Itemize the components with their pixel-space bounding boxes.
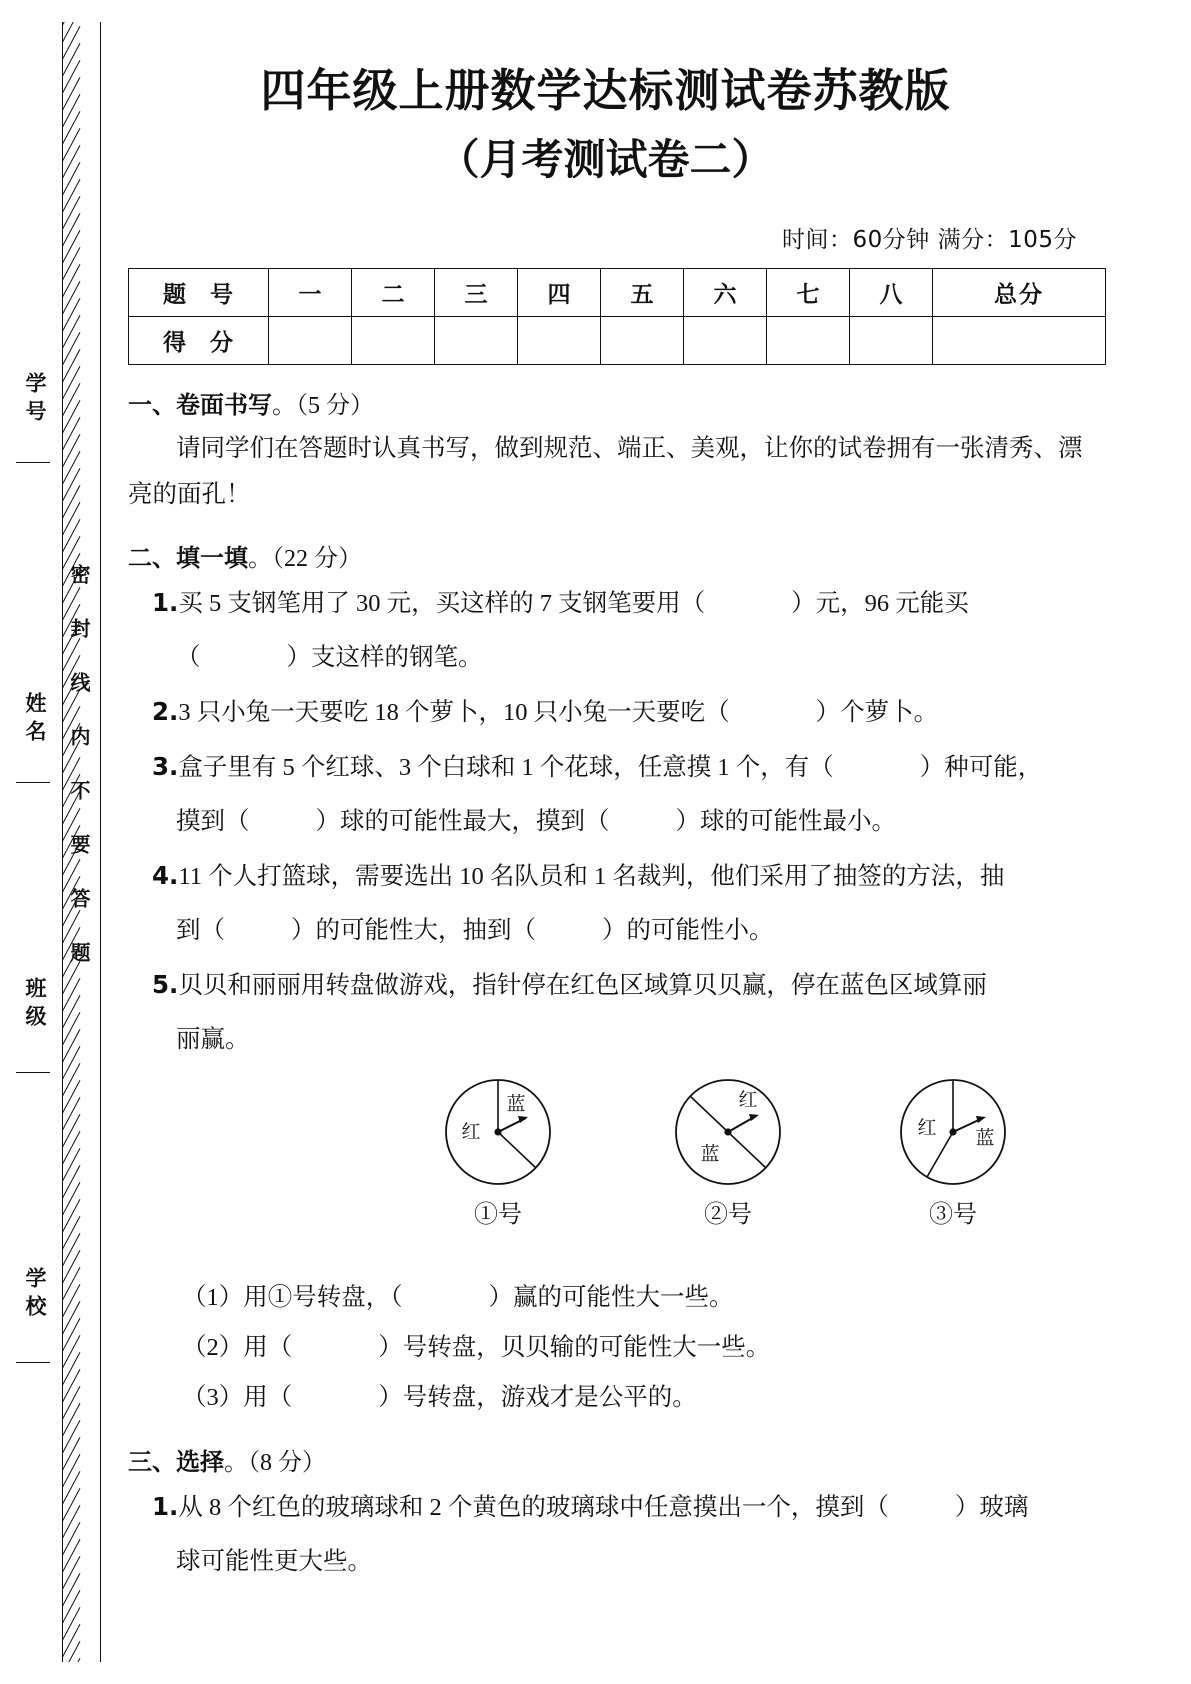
score-col-total: 总分 xyxy=(933,269,1106,317)
question-number: 1. xyxy=(152,1492,179,1521)
spinner-2-blue-label: 蓝 xyxy=(700,1143,720,1165)
question-text: 买 5 支钢笔用了 30 元，买这样的 7 支钢笔要用（ xyxy=(178,590,706,617)
fill-question-3 xyxy=(128,743,1083,792)
question-text: 从 8 个红色的玻璃球和 2 个黄色的玻璃球中任意摸出一个，摸到（ xyxy=(178,1494,889,1521)
section-2-title: 二、填一填 xyxy=(128,544,248,572)
field-name: 姓名 xyxy=(16,660,50,783)
section-2-points: 。（22 分） xyxy=(248,546,362,572)
fill-question-5 xyxy=(128,961,1083,1010)
score-table-head-label: 题 号 xyxy=(129,269,269,317)
spinner-3 xyxy=(873,1072,1033,1229)
question-text: 贝贝和丽丽用转盘做游戏，指针停在红色区域算贝贝赢，停在蓝色区域算丽 xyxy=(178,972,987,999)
spinner-subquestion-3 xyxy=(128,1374,1083,1422)
spinner-pivot xyxy=(494,1128,501,1135)
question-text-tail: ）的可能性小。 xyxy=(602,917,774,944)
exam-page xyxy=(128,0,1083,1586)
spinner-figure-group xyxy=(128,1072,1083,1272)
score-cell-total[interactable] xyxy=(933,317,1106,365)
subquestion-text-tail: ）号转盘，贝贝输的可能性大一些。 xyxy=(378,1334,771,1361)
spinner-1-red-label: 红 xyxy=(461,1121,481,1143)
spinner-1-blue-label: 蓝 xyxy=(506,1093,526,1115)
score-col-7: 七 xyxy=(767,269,850,317)
score-cell-7[interactable] xyxy=(767,317,850,365)
question-text: 摸到（ xyxy=(176,808,250,835)
score-table-score-label: 得 分 xyxy=(129,317,269,365)
section-heading-1 xyxy=(128,385,1083,420)
question-number: 4. xyxy=(152,861,179,890)
fill-question-1 xyxy=(128,579,1083,628)
question-text-mid: ）球的可能性最大，摸到（ xyxy=(315,808,610,835)
question-text-tail: ）元，96 元能买 xyxy=(791,590,969,617)
section-1-points: 。（5 分） xyxy=(272,393,374,419)
spinner-pivot xyxy=(949,1128,956,1135)
spinner-subquestion-2 xyxy=(128,1324,1083,1372)
field-class: 班级 xyxy=(16,940,50,1073)
choice-question-1 xyxy=(128,1483,1083,1532)
spinner-1-diagram xyxy=(438,1072,558,1192)
seal-rule-right xyxy=(100,22,101,1662)
question-text: 球可能性更大些。 xyxy=(176,1548,372,1575)
question-number: 2. xyxy=(152,697,179,726)
binding-margin xyxy=(0,0,118,1684)
score-table xyxy=(128,268,1106,365)
question-text-tail: ）玻璃 xyxy=(954,1494,1029,1521)
subquestion-text-tail: ）赢的可能性大一些。 xyxy=(488,1284,734,1311)
question-text-tail: ）种可能， xyxy=(919,754,1043,781)
page-title: 四年级上册数学达标测试卷苏教版 xyxy=(260,64,951,117)
fill-question-5-line2 xyxy=(128,1016,1083,1064)
score-col-8: 八 xyxy=(850,269,933,317)
page-subtitle: （月考测试卷二） xyxy=(437,135,774,184)
subquestion-text-tail: ）号转盘，游戏才是公平的。 xyxy=(378,1384,697,1411)
subquestion-text: （1）用①号转盘，（ xyxy=(182,1284,403,1311)
spinner-2-red-label: 红 xyxy=(738,1089,758,1111)
fill-question-4-line2 xyxy=(128,907,1083,955)
score-col-3: 三 xyxy=(435,269,518,317)
subquestion-text: （3）用（ xyxy=(182,1384,293,1411)
score-cell-5[interactable] xyxy=(601,317,684,365)
spinner-2-diagram xyxy=(668,1072,788,1192)
seal-line-notice: 密封线内不要答题 xyxy=(67,564,91,996)
subquestion-text: （2）用（ xyxy=(182,1334,293,1361)
choice-question-1-line2 xyxy=(128,1538,1083,1586)
section-heading-2 xyxy=(128,538,1083,573)
field-school: 学校 xyxy=(16,1230,50,1363)
score-col-5: 五 xyxy=(601,269,684,317)
score-cell-2[interactable] xyxy=(352,317,435,365)
spinner-3-blue-label: 蓝 xyxy=(975,1127,995,1149)
field-student-id: 学号 xyxy=(16,340,50,463)
question-text-tail: ）个萝卜。 xyxy=(815,699,939,726)
section-1-body: 请同学们在答题时认真书写，做到规范、端正、美观，让你的试卷拥有一张清秀、漂亮的面孔！ xyxy=(128,435,1083,508)
spinner-2 xyxy=(648,1072,808,1229)
question-text: 丽赢。 xyxy=(176,1026,250,1053)
section-3-title: 三、选择 xyxy=(128,1448,224,1476)
question-text: 11 个人打篮球，需要选出 10 名队员和 1 名裁判，他们采用了抽签的方法，抽 xyxy=(178,863,1005,890)
score-cell-4[interactable] xyxy=(518,317,601,365)
spinner-2-caption: ②号 xyxy=(704,1202,752,1228)
question-text-tail: ）球的可能性最小。 xyxy=(675,808,896,835)
fill-question-3-line2 xyxy=(128,798,1083,846)
score-col-6: 六 xyxy=(684,269,767,317)
question-text: （ xyxy=(176,644,201,671)
score-col-2: 二 xyxy=(352,269,435,317)
spinner-3-caption: ③号 xyxy=(929,1202,977,1228)
fill-question-4 xyxy=(128,852,1083,901)
spinner-pivot xyxy=(724,1128,731,1135)
fill-question-2 xyxy=(128,688,1083,737)
score-col-4: 四 xyxy=(518,269,601,317)
question-text: 到（ xyxy=(176,917,225,944)
score-cell-8[interactable] xyxy=(850,317,933,365)
spinner-subquestion-1 xyxy=(128,1274,1083,1322)
spinner-1-caption: ①号 xyxy=(474,1202,522,1228)
section-3-points: 。（8 分） xyxy=(224,1450,326,1476)
spinner-3-diagram xyxy=(893,1072,1013,1192)
score-cell-3[interactable] xyxy=(435,317,518,365)
table-row-header xyxy=(129,269,1106,317)
section-1-title: 一、卷面书写 xyxy=(128,391,272,419)
table-row-scores xyxy=(129,317,1106,365)
fill-question-1-line2 xyxy=(128,634,1083,682)
section-heading-3 xyxy=(128,1442,1083,1477)
score-col-1: 一 xyxy=(269,269,352,317)
question-text: 盒子里有 5 个红球、3 个白球和 1 个花球，任意摸 1 个，有（ xyxy=(178,754,834,781)
question-number: 3. xyxy=(152,752,179,781)
question-text: 3 只小兔一天要吃 18 个萝卜，10 只小兔一天要吃（ xyxy=(178,699,730,726)
question-text-mid: ）的可能性大，抽到（ xyxy=(291,917,536,944)
score-cell-6[interactable] xyxy=(684,317,767,365)
question-number: 1. xyxy=(152,588,179,617)
spinner-3-red-label: 红 xyxy=(917,1117,937,1139)
question-text-tail: ）支这样的钢笔。 xyxy=(286,644,483,671)
question-number: 5. xyxy=(152,970,179,999)
score-cell-1[interactable] xyxy=(269,317,352,365)
spinner-1 xyxy=(418,1072,578,1229)
exam-meta: 时间：60分钟 满分：105分 xyxy=(782,227,1077,253)
